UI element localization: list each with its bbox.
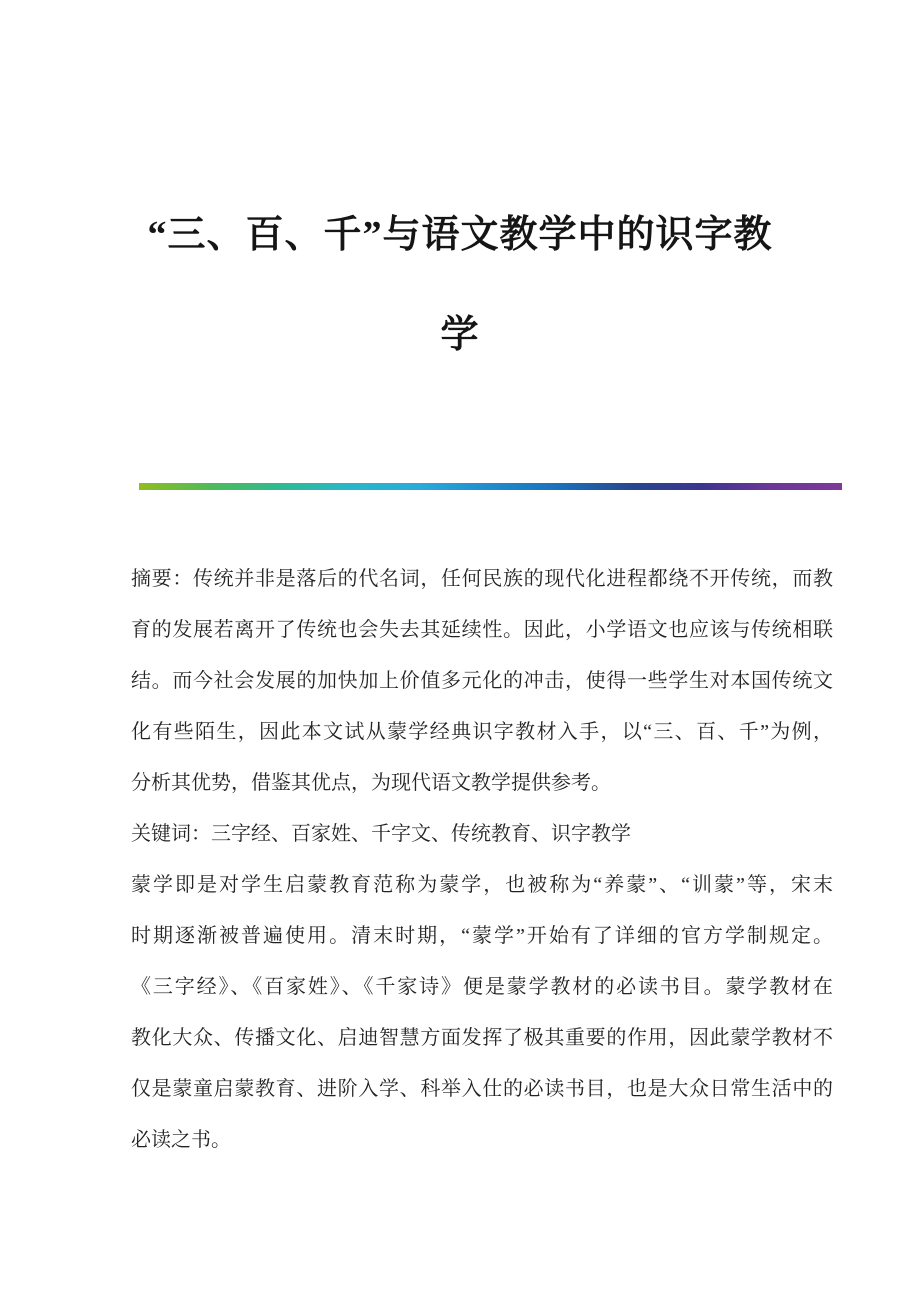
text-line: 育的发展若离开了传统也会失去其延续性。因此，小学语文也应该与传统相联 [131, 619, 833, 641]
text-line: 结。而今社会发展的加快加上价值多元化的冲击，使得一些学生对本国传统文 [131, 670, 833, 692]
text-line: 关键词：三字经、百家姓、千字文、传统教育、识字教学 [131, 823, 631, 845]
text-line: 化有些陌生，因此本文试从蒙学经典识字教材入手，以“三、百、千”为例， [131, 721, 833, 743]
body-text [131, 554, 833, 1166]
text-line: 时期逐渐被普遍使用。清末时期，“蒙学”开始有了详细的官方学制规定。 [131, 925, 833, 947]
text-line: 仅是蒙童启蒙教育、进阶入学、科举入仕的必读书目，也是大众日常生活中的 [131, 1078, 833, 1100]
text-line: 必读之书。 [131, 1129, 231, 1151]
title-line-1: “三、百、千”与语文教学中的识字教 [147, 214, 773, 256]
text-line: 《三字经》、《百家姓》、《千家诗》便是蒙学教材的必读书目。蒙学教材在 [131, 976, 833, 998]
gradient-divider [139, 483, 842, 490]
title-line-2: 学 [440, 314, 480, 356]
text-line: 教化大众、传播文化、启迪智慧方面发挥了极其重要的作用，因此蒙学教材不 [131, 1027, 833, 1049]
text-line: 分析其优势，借鉴其优点，为现代语文教学提供参考。 [131, 772, 611, 794]
text-line: 蒙学即是对学生启蒙教育范称为蒙学，也被称为“养蒙”、“训蒙”等，宋末 [131, 874, 833, 896]
document-title [0, 185, 920, 385]
text-line: 摘要：传统并非是落后的代名词，任何民族的现代化进程都绕不开传统，而教 [131, 568, 833, 590]
